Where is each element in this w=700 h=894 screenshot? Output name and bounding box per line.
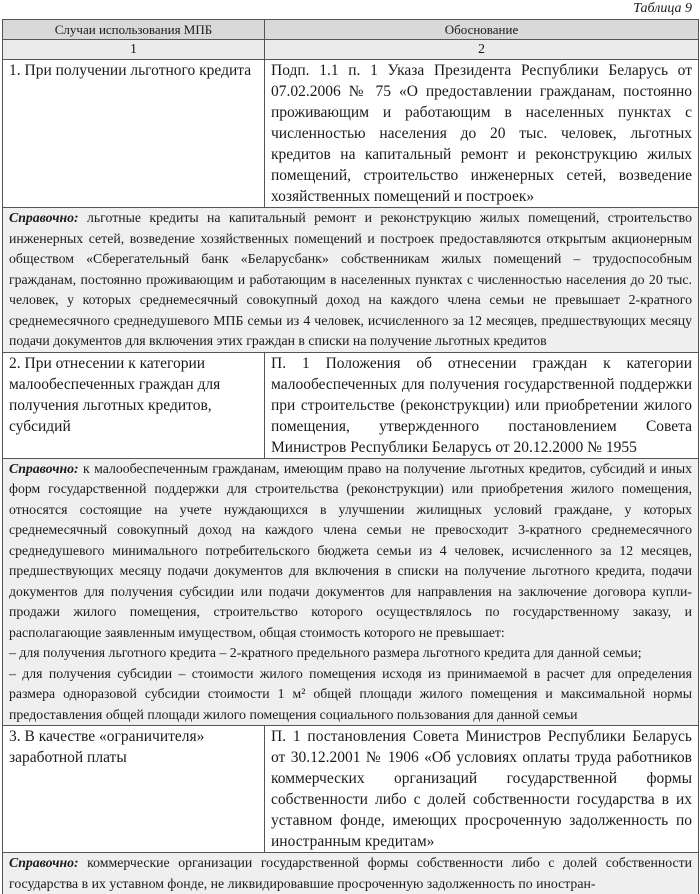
table-row: [3, 352, 699, 458]
case-cell: 1. При получении льготного кредита: [3, 60, 265, 208]
table-row: [3, 60, 699, 208]
basis-cell: П. 1 постановления Совета Министров Республики Беларусь от 30.12.2001 № 1906 «Об условиях оплаты труда работников коммерческих организаций государственной формы собственности либо с долей собственности государства в их уставном фонде, имеющих просроченную задолженность по иностранным кредитам»: [265, 726, 699, 853]
reference-text: коммерческие организации государственной формы собственности либо с долей собственности государства в их уставном фонде, не ликвидировавшие просроченную задолженность по иностран-: [9, 855, 692, 891]
case-cell: 3. В качестве «ограничителя» заработной платы: [3, 726, 265, 853]
reference-label: Справочно:: [9, 855, 79, 870]
column-number-2: 2: [265, 40, 699, 60]
table-caption: Таблица 9: [633, 0, 692, 18]
table-row: [3, 726, 699, 853]
column-header-cases: Случаи использования МПБ: [3, 20, 265, 40]
reference-list-item: – для получения льготного кредита – 2-кратного предельного размера льготного кредита для данной семьи;: [9, 643, 692, 664]
reference-cell: [3, 208, 699, 353]
basis-cell: Подп. 1.1 п. 1 Указа Президента Республики Беларусь от 07.02.2006 № 75 «О предоставлении гражданам, постоянно проживающим и работающим в населенных пунктах с численностью населения до 20 тыс. человек, льготных кредитов на капитальный ремонт и реконструкцию жилых помещений, строительство инженерных сетей, возведение хозяйственных помещений и построек»: [265, 60, 699, 208]
reference-cell: [3, 458, 699, 726]
basis-cell: П. 1 Положения об отнесении граждан к категории малообеспеченных для получения государственной поддержки при строительстве (реконструкции) или приобретении жилого помещения, утвержденного постановлением Совета Министров Республики Беларусь от 20.12.2000 № 1955: [265, 352, 699, 458]
reference-label: Справочно:: [9, 461, 79, 476]
header-row: [3, 20, 699, 40]
reference-row: [3, 208, 699, 353]
reference-row: [3, 853, 699, 894]
reference-text: к малообеспеченным гражданам, имеющим право на получение льготных кредитов, субсидий и иных форм государственной поддержки для строительства (реконструкции) или приобретения жилого помещения, относятся состоящие на учете нуждающихся в улучшении жилищных условий граждане, у которых среднемесячный совокупный доход на каждого члена семьи не превосходит 3-кратного среднемесячного среднедушевого минимального потребительского бюджета семьи из 4 человек, исчисленного за 12 месяцев, предшествующих месяцу подачи документов для включения в списки на получение льготного кредита, подачи документов для получения субсидии или подачи документов для направления на заключение договора купли-продажи жилого помещения, строительство которого осуществлялось по государственному заказу, и располагающие заявленным имуществом, общая стоимость которого не превышает:: [9, 461, 692, 640]
mpb-usage-table: [2, 19, 699, 894]
reference-list-item: – для получения субсидии – стоимости жилого помещения исходя из принимаемой в расчет для определения размера одноразовой субсидии стоимости 1 м² общей площади жилого помещения и максимальной нормы предоставления общей площади жилого помещения социального пользования для данной семьи: [9, 664, 692, 726]
column-number-row: [3, 40, 699, 60]
reference-text: льготные кредиты на капитальный ремонт и реконструкцию жилых помещений, строительство инженерных сетей, возведение хозяйственных помещений и построек предоставляются открытым акционерным обществом «Сберегательный банк «Беларусбанк» собственникам жилых помещений – трудоспособным гражданам, постоянно проживающим и работающим в населенных пунктах с численностью населения до 20 тыс. человек, у которых среднемесячный совокупный доход на каждого члена семьи не превышает 2-кратного среднемесячного среднедушевого МПБ семьи из 4 человек, исчисленного за 12 месяцев, предшествующих месяцу подачи документов для включения этих граждан в списки на получение льготных кредитов: [9, 210, 692, 348]
reference-label: Справочно:: [9, 210, 79, 225]
case-cell: 2. При отнесении к категории малообеспеченных граждан для получения льготных кредитов, субсидий: [3, 352, 265, 458]
column-number-1: 1: [3, 40, 265, 60]
column-header-basis: Обоснование: [265, 20, 699, 40]
reference-cell: [3, 853, 699, 894]
reference-row: [3, 458, 699, 726]
